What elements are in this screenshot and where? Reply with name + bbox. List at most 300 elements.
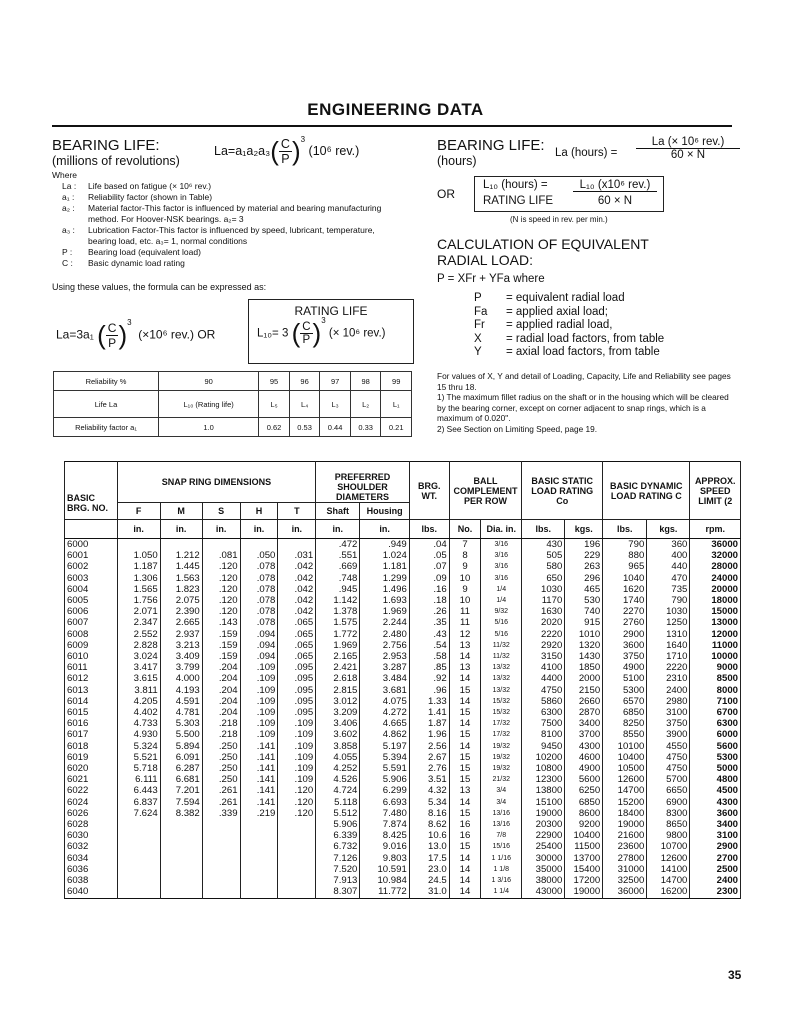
cell-value: 5.718 [133,763,158,775]
cell-value: 2900 [716,841,738,853]
table-row [65,539,741,584]
unit-cell: in. [316,520,360,539]
cell-value: 4.733 [133,718,158,730]
cell-value: 6.111 [135,774,158,786]
cell-value: 2000 [578,673,601,685]
cell-value: 6250 [578,785,601,797]
cell-value: 4.402 [133,707,158,719]
cell-slbs [522,718,565,763]
variable-item: Fa = applied axial load; [474,305,608,318]
cell-value: .120 [218,572,238,584]
cell-value: 8.62 [428,819,447,831]
cell-bno [449,584,481,629]
cell-value: .095 [294,707,314,719]
cell-value: 11500 [574,841,601,853]
cell-value: .094 [256,651,276,663]
cell-bdia [481,808,522,853]
cell-value: 6.299 [382,785,407,797]
unit-cell: in. [278,520,316,539]
cell-value: 4.591 [175,695,200,707]
cell-value: .250 [218,740,238,752]
cell-value: .141 [256,785,276,797]
cell-value: 14700 [617,785,645,797]
col-snap: SNAP RING DIMENSIONS [117,462,316,503]
cell-value: 10.591 [377,863,407,875]
cell-value: 13800 [535,785,563,797]
reliability-cell: 97 [320,372,351,391]
cell-dkgs [647,673,690,718]
cell-dlbs [603,763,647,808]
cell-value: 13/32 [492,664,511,672]
cell-value: .159 [218,628,238,640]
cell-value: 9/32 [494,608,509,616]
cell-value: 3/4 [496,798,507,806]
cell-value: 740 [584,606,601,618]
cell-value: .26 [433,606,447,618]
cell-value [280,875,313,886]
cell-value: 6017 [67,729,89,741]
cell-value: .109 [294,740,314,752]
cell-dlbs [603,808,647,853]
cell-bno [449,853,481,898]
cell-value: 8300 [666,807,688,819]
cell-value: 17200 [573,875,601,887]
cell-value: 580 [546,561,563,573]
cell-value: 2920 [540,639,563,651]
cell-value [205,539,238,550]
cell-value: 32000 [711,550,738,562]
cell-value: 19/32 [492,765,511,773]
cell-housing [360,718,409,763]
cell-skgs [565,584,603,629]
cell-value: 19/32 [492,742,511,750]
cell-shaft [316,718,360,763]
table-row [65,763,741,808]
cell-value: 9.803 [382,852,407,864]
cell-dkgs [647,763,690,808]
cell-skgs [565,673,603,718]
table-row [65,629,741,674]
cell-value: 915 [584,617,601,629]
using-text: Using these values, the formula can be expressed as: [52,282,267,292]
cell-value: 15 [459,774,471,786]
cell-F [117,853,160,898]
calc-formula: P = XFr + YFa where [437,273,545,285]
cell-value: 2900 [622,628,645,640]
cell-value: 4.252 [333,763,358,775]
cell-value [205,853,238,864]
cell-value: .078 [256,572,276,584]
cell-value: 12300 [535,774,563,786]
cell-value: .141 [256,796,276,808]
cell-value: 880 [628,550,645,562]
cell-bno [449,539,481,584]
cell-value: 3600 [622,639,645,651]
cell-shaft [316,629,360,674]
cell-value: 14 [459,651,471,663]
cell-dkgs [647,718,690,763]
cell-value: 14 [459,875,471,887]
cell-value: 5.894 [175,740,200,752]
cell-value: 5.34 [428,796,447,808]
cell-value: 3.417 [133,662,158,674]
cell-value [120,819,158,830]
cell-value [243,819,276,830]
cell-value: 5.394 [382,751,407,763]
cell-wt [409,539,449,584]
cell-value: 17/32 [492,720,511,728]
cell-S [202,763,240,808]
cell-value: 1630 [540,606,563,618]
cell-value: 18000 [711,595,738,607]
cell-value: 1710 [666,651,688,663]
cell-value: 4.055 [333,751,358,763]
reliability-cell: L₅ [259,391,290,418]
cell-slbs [522,539,565,584]
table-row [65,808,741,853]
cell-bdia [481,673,522,718]
cell-value: 21/32 [492,776,511,784]
cell-value [163,875,200,886]
cell-dlbs [603,539,647,584]
unit-cell: lbs. [603,520,647,539]
cell-value: 1310 [666,628,688,640]
cell-value: 6.287 [175,763,200,775]
cell-value: 19/32 [492,753,511,761]
cell-value: 6.443 [133,785,158,797]
cell-value: 23.0 [428,863,447,875]
cell-value: 11 [460,617,470,629]
cell-value: .109 [294,718,314,730]
cell-value: 5.118 [334,796,358,808]
cell-value: 2.347 [133,617,158,629]
cell-dkgs [647,853,690,898]
cell-value: 5000 [716,763,738,775]
cell-value: .120 [294,796,314,808]
cell-value [120,875,158,886]
cell-no [65,629,118,674]
l10-hours-box: L₁₀ (hours) = L₁₀ (x10⁶ rev.) RATING LIFE 60 × N [474,176,664,212]
reliability-row [54,372,412,391]
cell-value: .031 [294,550,314,562]
cell-value: 10400 [617,751,645,763]
cell-value: 1.87 [428,718,447,730]
cell-value: 2.76 [428,763,447,775]
cell-value [120,864,158,875]
reliability-cell: 98 [350,372,381,391]
unit-cell: No. [449,520,481,539]
cell-value [243,875,276,886]
cell-value: 12000 [711,628,738,640]
cell-value: 11000 [711,639,738,651]
cell-F [117,763,160,808]
where-label: Where [52,170,78,180]
cell-value: .204 [218,684,238,696]
cell-value: 2.165 [333,651,358,663]
cell-value: 36000 [617,886,645,898]
rating-life-box: RATING LIFE L₁₀= 3 ( $\frac{C}{P}$ )$^3$ (× 10⁶ rev.) [248,299,414,364]
cell-value: .109 [256,718,276,730]
cell-value: 6000 [67,539,89,550]
cell-shaft [316,584,360,629]
cell-value: 6032 [67,841,89,853]
cell-value: .472 [338,539,358,550]
page-number: 35 [728,968,742,982]
reliability-cell: L₄ [289,391,320,418]
cell-value: 360 [671,539,688,550]
cell-value: 13 [459,662,471,674]
cell-value: 10500 [617,763,645,775]
cell-bdia [481,539,522,584]
cell-value: 22900 [535,830,563,842]
cell-value [243,886,276,897]
cell-value: 20300 [535,819,563,831]
cell-value: .159 [218,639,238,651]
cell-value: .042 [294,583,314,595]
page-title: ENGINEERING DATA [307,100,484,119]
cell-value: 6300 [716,718,738,730]
cell-slbs [522,584,565,629]
cell-S [202,584,240,629]
cell-value: 8600 [578,807,601,819]
cell-value: .109 [294,774,314,786]
cell-value: 3.024 [133,651,158,663]
cell-value: 1.187 [133,561,158,573]
reliability-row [54,391,412,418]
cell-value: 10800 [535,763,563,775]
cell-value: 6650 [666,785,688,797]
cell-value: 4.665 [382,718,407,730]
unit-cell: lbs. [522,520,565,539]
cell-value: 19000 [535,807,563,819]
cell-dkgs [647,808,690,853]
cell-value [205,875,238,886]
cell-value: .35 [433,617,447,629]
cell-value: 7.913 [333,875,358,887]
cell-rpm [690,853,741,898]
cell-value: .050 [256,550,276,562]
unit-cell: Dia. in. [481,520,522,539]
cell-value: .159 [218,651,238,663]
cell-value: .081 [218,550,238,562]
cell-value: 505 [546,550,563,562]
cell-value: 4.930 [133,729,158,741]
cell-value: 2400 [716,875,738,887]
cell-value: 12600 [660,852,688,864]
cell-dkgs [647,539,690,584]
cell-value: 400 [671,550,688,562]
cell-value: 17/32 [492,731,511,739]
cell-value: .095 [294,695,314,707]
cell-value: .078 [256,583,276,595]
cell-value: 11/32 [492,653,510,661]
cell-value: 9450 [540,740,563,752]
cell-value: 23600 [617,841,645,853]
cell-shaft [316,673,360,718]
cell-no [65,718,118,763]
cell-value: 2500 [716,863,738,875]
cell-F [117,629,160,674]
cell-value: 465 [584,583,601,595]
cell-value: 6038 [67,875,89,887]
cell-value: 3.681 [382,684,407,696]
cell-value: 965 [628,561,645,573]
cell-value: 16 [459,830,471,842]
cell-value: 3/4 [496,787,507,795]
cell-value: 15100 [535,796,563,808]
cell-value [163,886,200,897]
cell-H [240,584,278,629]
cell-value: 8.425 [382,830,407,842]
cell-value: 3100 [666,707,688,719]
cell-value: .250 [218,774,238,786]
cell-value: 4900 [578,763,601,775]
cell-value: .43 [433,628,447,640]
cell-S [202,629,240,674]
cell-value: .05 [433,550,447,562]
cell-rpm [690,718,741,763]
cell-value: 6001 [67,550,89,562]
cell-no [65,853,118,898]
cell-value: 9.016 [382,841,407,853]
unit-cell: in. [360,520,409,539]
cell-value: .07 [433,561,447,573]
cell-dlbs [603,853,647,898]
cell-value: 4750 [666,751,688,763]
cell-bdia [481,718,522,763]
cell-value [243,830,276,841]
cell-value: 15 [459,707,471,719]
definition-item: La : Life based on fatigue (× 10⁶ rev.) [62,181,212,191]
cell-value: .141 [256,774,276,786]
cell-value: 3.213 [175,639,200,651]
cell-value: 1010 [578,628,601,640]
cell-value: 3.811 [134,684,158,696]
cell-value: 1850 [578,662,601,674]
cell-value [280,539,313,550]
cell-T [278,629,316,674]
cell-slbs [522,853,565,898]
cell-T [278,584,316,629]
cell-value: 6012 [67,673,89,685]
cell-value: 7.874 [382,819,407,831]
cell-value: .18 [433,595,447,607]
cell-value [280,853,313,864]
cell-value: 1.756 [133,595,158,607]
cell-value: .078 [256,561,276,573]
cell-value: 4750 [540,684,563,696]
cell-no [65,808,118,853]
cell-value: 3.406 [333,718,358,730]
cell-value: 1.050 [133,550,158,562]
cell-value: 1/4 [496,585,507,593]
notes [437,371,737,435]
cell-value: 6021 [67,774,89,786]
cell-value: 8000 [716,684,738,696]
cell-value: 6.732 [333,841,358,853]
cell-value: 7/8 [496,832,507,840]
cell-value: 12 [459,628,471,640]
cell-value: 1.565 [133,583,158,595]
cell-value: .042 [294,572,314,584]
cell-value: .218 [218,718,238,730]
cell-value: 5.512 [333,807,358,819]
cell-value: 35000 [535,863,563,875]
variable-item: X = radial load factors, from table [474,332,665,345]
cell-value: 2.665 [175,617,200,629]
cell-value: 5600 [578,774,601,786]
cell-value: 1.181 [382,561,407,573]
cell-bno [449,629,481,674]
cell-value [280,864,313,875]
cell-dlbs [603,584,647,629]
cell-value: 9200 [578,819,601,831]
cell-value: 5600 [716,740,738,752]
cell-value: 1.212 [175,550,200,562]
cell-value: 24.5 [428,875,447,887]
cell-value: 3750 [622,651,645,663]
cell-dlbs [603,673,647,718]
cell-value: 1 1/16 [491,854,511,862]
cell-value: 10000 [711,651,738,663]
cell-no [65,539,118,584]
right-bearing-life-heading: BEARING LIFE: (hours) [437,137,545,168]
reliability-cell: L₃ [320,391,351,418]
reliability-cell: 95 [259,372,290,391]
cell-value: 6300 [540,707,563,719]
cell-value: 2.071 [133,606,158,618]
cell-value: 6003 [67,572,89,584]
cell-value: 18400 [617,807,645,819]
cell-value: 14100 [660,863,688,875]
cell-value: .095 [294,662,314,674]
cell-value: 2760 [622,617,645,629]
cell-value: 1.969 [333,639,358,651]
definition-item: a₁ : Reliability factor (shown in Table) [62,192,213,202]
reliability-cell: 0.53 [289,418,320,437]
cell-value [205,841,238,852]
cell-bno [449,673,481,718]
cell-value: 735 [671,583,688,595]
cell-value: 1740 [622,595,645,607]
cell-value: 4.32 [428,785,447,797]
cell-value: 7 [462,539,468,550]
reliability-cell: 0.44 [320,418,351,437]
cell-housing [360,629,409,674]
cell-value: 2.56 [428,740,447,752]
cell-value: .96 [433,684,447,696]
variables-list [474,292,664,360]
unit-cell: kgs. [565,520,603,539]
cell-value: .120 [218,606,238,618]
cell-value: .078 [256,617,276,629]
cell-H [240,718,278,763]
definitions-list [62,181,402,269]
cell-value: 4300 [578,740,601,752]
cell-value [163,830,200,841]
reliability-cell: 1.0 [159,418,259,437]
cell-value: .204 [218,695,238,707]
cell-rpm [690,673,741,718]
col-speed: APPROX. SPEED LIMIT (2 [690,462,741,520]
cell-value: 13/16 [492,809,511,817]
cell-value: .109 [294,763,314,775]
cell-value: .109 [256,662,276,674]
cell-value: 31000 [617,863,645,875]
cell-rpm [690,629,741,674]
cell-value: 1.41 [428,707,447,719]
cell-value: 5.906 [333,819,358,831]
